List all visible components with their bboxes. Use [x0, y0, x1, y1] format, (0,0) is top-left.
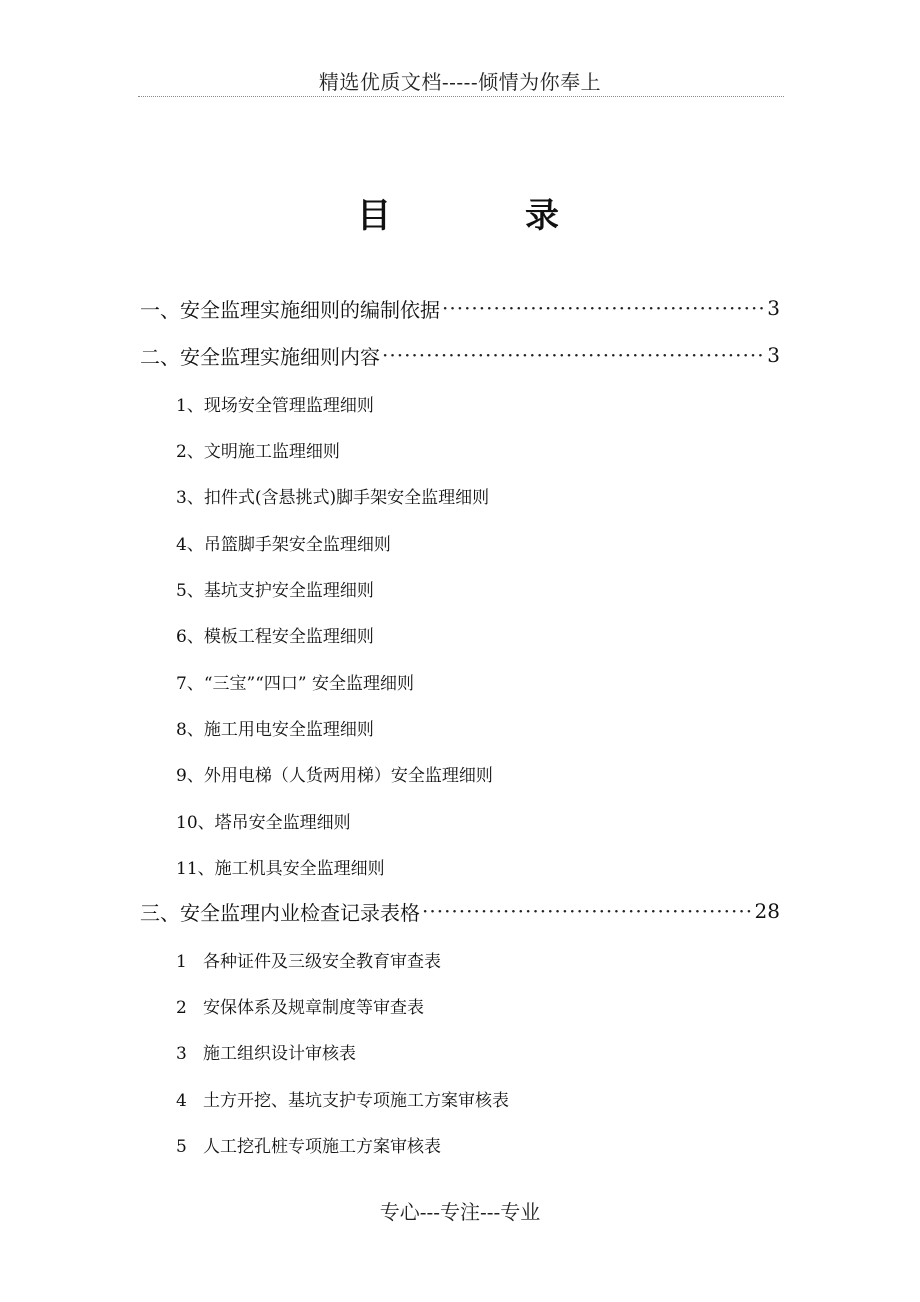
title-right-char: 录 [525, 196, 563, 236]
toc-page-number: 3 [767, 296, 780, 320]
toc-item[interactable]: 2、文明施工监理细则 [176, 441, 340, 462]
toc-page-number: 28 [754, 899, 780, 923]
toc-page-number: 3 [767, 343, 780, 367]
page-header: 精选优质文档-----倾情为你奉上 [318, 70, 602, 94]
toc-section-label: 一、安全监理实施细则的编制依据 [140, 297, 440, 322]
toc-item[interactable]: 9、外用电梯（人货两用梯）安全监理细则 [176, 765, 493, 786]
toc-item[interactable]: 6、模板工程安全监理细则 [176, 626, 374, 647]
dot-leader [382, 343, 765, 363]
toc-item[interactable]: 11、施工机具安全监理细则 [176, 858, 385, 879]
toc-section-1[interactable] [140, 293, 780, 323]
toc-item[interactable]: 4、吊篮脚手架安全监理细则 [176, 534, 391, 555]
toc-item[interactable]: 2 安保体系及规章制度等审查表 [176, 997, 425, 1018]
toc-item[interactable]: 7、“三宝”“四口” 安全监理细则 [176, 673, 414, 694]
toc-item[interactable]: 4 土方开挖、基坑支护专项施工方案审核表 [176, 1090, 510, 1111]
dot-leader [442, 296, 765, 316]
toc-section-label: 三、安全监理内业检查记录表格 [140, 900, 420, 925]
toc-item[interactable]: 10、塔吊安全监理细则 [176, 812, 351, 833]
toc-item[interactable]: 1 各种证件及三级安全教育审查表 [176, 951, 442, 972]
toc-item[interactable]: 5、基坑支护安全监理细则 [176, 580, 374, 601]
toc-item[interactable]: 1、现场安全管理监理细则 [176, 395, 374, 416]
toc-section-2[interactable] [140, 340, 780, 370]
toc-item[interactable]: 5 人工挖孔桩专项施工方案审核表 [176, 1136, 442, 1157]
toc-item[interactable]: 3 施工组织设计审核表 [176, 1043, 357, 1064]
title-left-char: 目 [357, 196, 395, 236]
toc-section-3[interactable] [140, 896, 780, 926]
toc-item[interactable]: 3、扣件式(含悬挑式)脚手架安全监理细则 [176, 487, 490, 508]
page-footer: 专心---专注---专业 [379, 1200, 541, 1224]
toc-item[interactable]: 8、施工用电安全监理细则 [176, 719, 374, 740]
dot-leader [422, 899, 753, 919]
toc-section-label: 二、安全监理实施细则内容 [140, 344, 380, 369]
